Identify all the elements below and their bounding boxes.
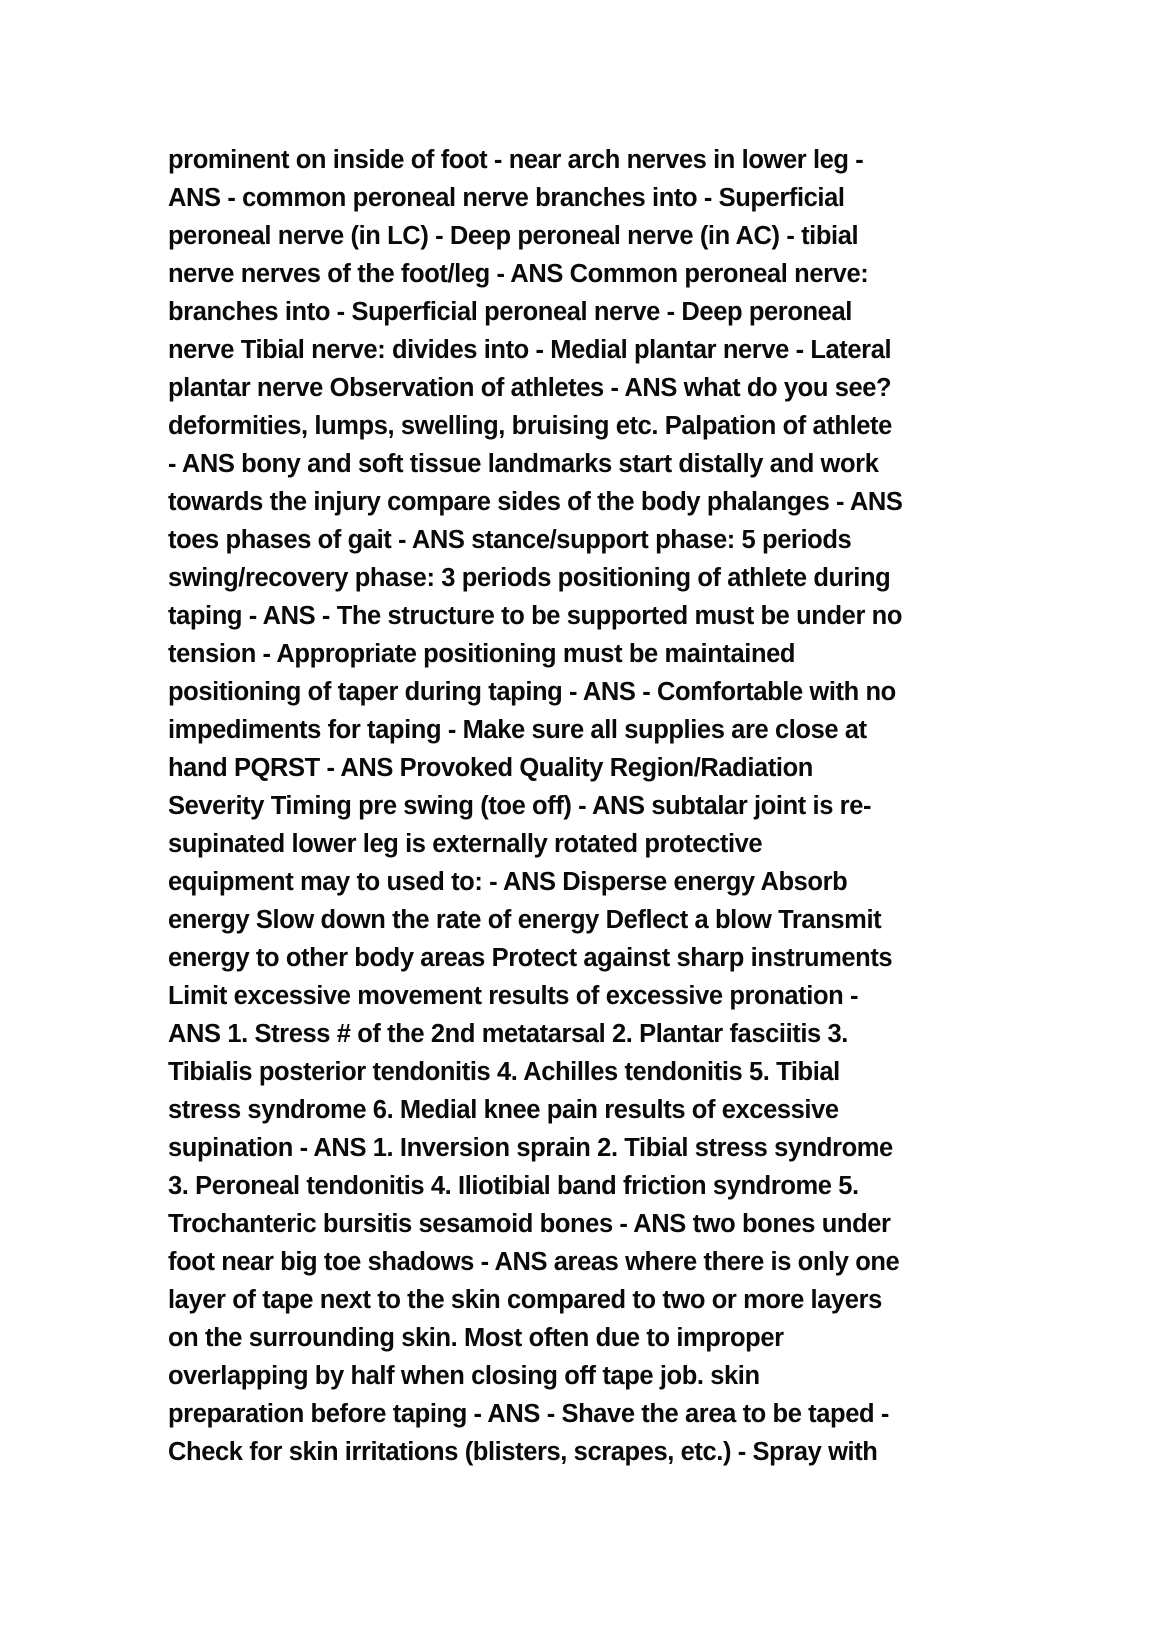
text-line: towards the injury compare sides of the body phalanges - ANS bbox=[168, 488, 903, 516]
text-line: hand PQRST - ANS Provoked Quality Region/Radiation bbox=[168, 754, 813, 782]
text-line: supination - ANS 1. Inversion sprain 2. Tibial stress syndrome bbox=[168, 1134, 893, 1162]
text-line: prominent on inside of foot - near arch nerves in lower leg - bbox=[168, 146, 864, 174]
text-line: swing/recovery phase: 3 periods positioning of athlete during bbox=[168, 564, 891, 592]
text-line: on the surrounding skin. Most often due to improper bbox=[168, 1324, 784, 1352]
text-line: foot near big toe shadows - ANS areas where there is only one bbox=[168, 1248, 900, 1276]
text-line: equipment may to used to: - ANS Disperse energy Absorb bbox=[168, 868, 848, 896]
text-line: positioning of taper during taping - ANS - Comfortable with no bbox=[168, 678, 896, 706]
text-line: Check for skin irritations (blisters, scrapes, etc.) - Spray with bbox=[168, 1438, 878, 1466]
text-line: supinated lower leg is externally rotated protective bbox=[168, 830, 763, 858]
text-line: tension - Appropriate positioning must be maintained bbox=[168, 640, 796, 668]
document-text-block bbox=[168, 141, 1018, 1471]
text-line: ANS 1. Stress # of the 2nd metatarsal 2. Plantar fasciitis 3. bbox=[168, 1020, 848, 1048]
text-line: branches into - Superficial peroneal nerve - Deep peroneal bbox=[168, 298, 852, 326]
text-line: - ANS bony and soft tissue landmarks start distally and work bbox=[168, 450, 879, 478]
text-line: Severity Timing pre swing (toe off) - ANS subtalar joint is re- bbox=[168, 792, 872, 820]
text-line: 3. Peroneal tendonitis 4. Iliotibial band friction syndrome 5. bbox=[168, 1172, 859, 1200]
text-line: plantar nerve Observation of athletes - ANS what do you see? bbox=[168, 374, 892, 402]
text-line: energy to other body areas Protect against sharp instruments bbox=[168, 944, 893, 972]
text-line: ANS - common peroneal nerve branches into - Superficial bbox=[168, 184, 845, 212]
text-line: nerve nerves of the foot/leg - ANS Common peroneal nerve: bbox=[168, 260, 869, 288]
text-line: Tibialis posterior tendonitis 4. Achilles tendonitis 5. Tibial bbox=[168, 1058, 840, 1086]
text-line: nerve Tibial nerve: divides into - Medial plantar nerve - Lateral bbox=[168, 336, 892, 364]
text-line: stress syndrome 6. Medial knee pain results of excessive bbox=[168, 1096, 839, 1124]
text-line: impediments for taping - Make sure all supplies are close at bbox=[168, 716, 867, 744]
text-line: Trochanteric bursitis sesamoid bones - ANS two bones under bbox=[168, 1210, 891, 1238]
text-line: taping - ANS - The structure to be supported must be under no bbox=[168, 602, 903, 630]
text-line: toes phases of gait - ANS stance/support phase: 5 periods bbox=[168, 526, 852, 554]
text-line: Limit excessive movement results of excessive pronation - bbox=[168, 982, 859, 1010]
text-line: peroneal nerve (in LC) - Deep peroneal nerve (in AC) - tibial bbox=[168, 222, 859, 250]
text-line: overlapping by half when closing off tape job. skin bbox=[168, 1362, 760, 1390]
text-line: deformities, lumps, swelling, bruising etc. Palpation of athlete bbox=[168, 412, 892, 440]
text-line: layer of tape next to the skin compared to two or more layers bbox=[168, 1286, 882, 1314]
text-line: energy Slow down the rate of energy Deflect a blow Transmit bbox=[168, 906, 882, 934]
text-line: preparation before taping - ANS - Shave the area to be taped - bbox=[168, 1400, 889, 1428]
